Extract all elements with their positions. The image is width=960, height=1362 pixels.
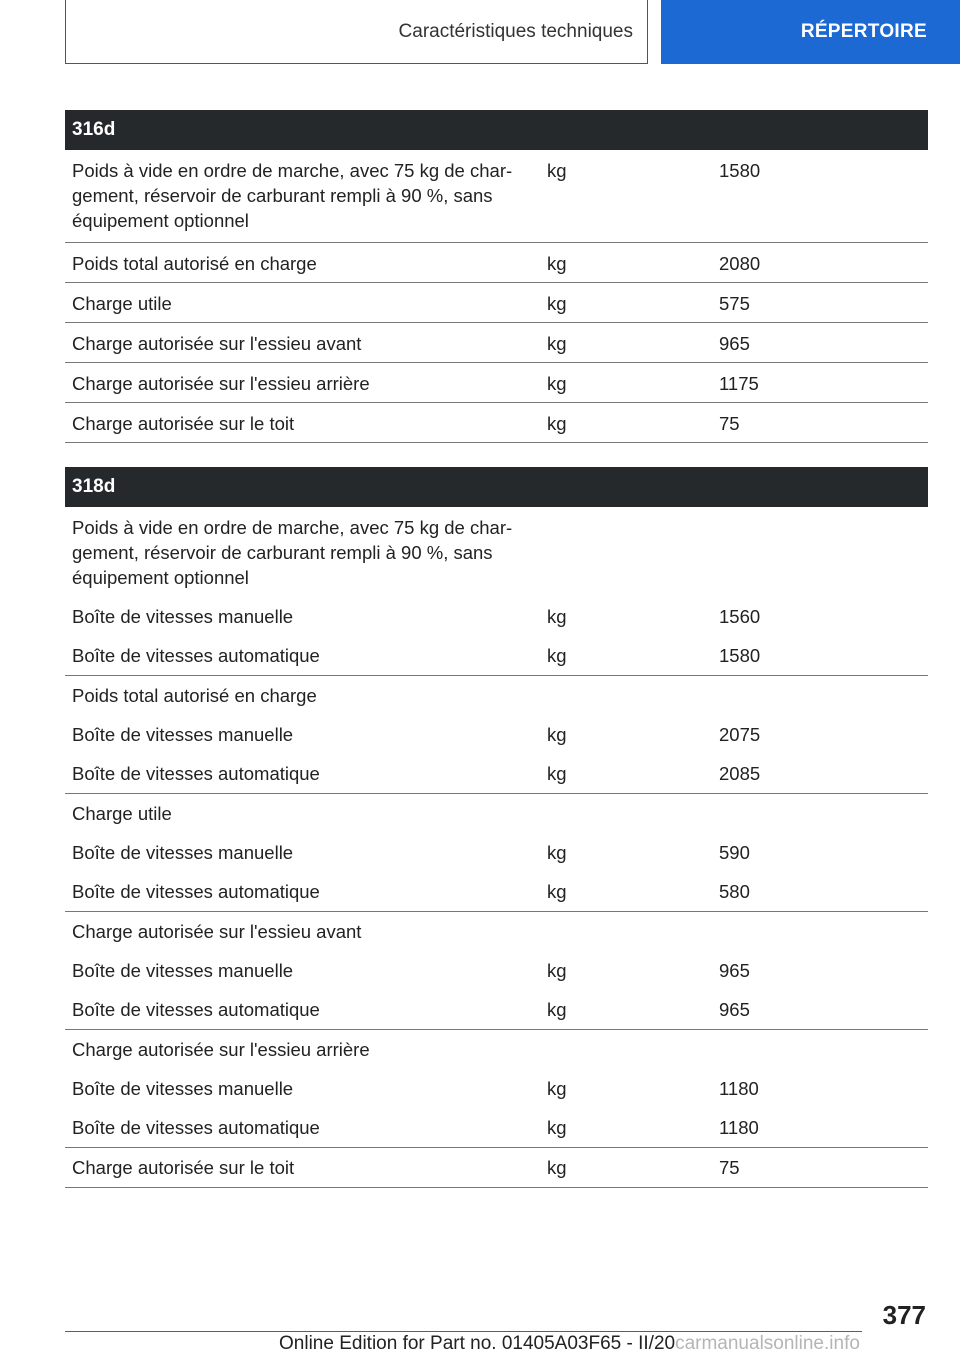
table-row bbox=[65, 794, 928, 833]
table-row bbox=[65, 1108, 928, 1148]
row-label: Charge utile bbox=[72, 293, 172, 314]
row-value: 75 bbox=[719, 1157, 740, 1178]
row-label: Poids à vide en ordre de marche, avec 75 kg de char-gement, réservoir de carburant rempli à 90 %, sans équipement optionnel bbox=[72, 517, 513, 588]
row-unit: kg bbox=[547, 999, 567, 1020]
row-label: Boîte de vitesses manuelle bbox=[72, 960, 294, 981]
row-label: Charge autorisée sur l'essieu arrière bbox=[72, 1039, 370, 1060]
row-value bbox=[712, 1037, 928, 1062]
row-label: Boîte de vitesses automatique bbox=[72, 1117, 320, 1138]
row-value: 965 bbox=[719, 333, 750, 354]
row-unit: kg bbox=[547, 763, 567, 784]
row-label: Charge autorisée sur l'essieu avant bbox=[72, 333, 362, 354]
row-unit: kg bbox=[547, 606, 567, 627]
row-unit bbox=[540, 1037, 712, 1062]
row-value: 1180 bbox=[719, 1078, 759, 1099]
edition-text: Online Edition for Part no. 01405A03F65 - II/20 bbox=[279, 1333, 676, 1354]
row-label: Boîte de vitesses manuelle bbox=[72, 1078, 294, 1099]
table-row bbox=[65, 754, 928, 794]
table-row bbox=[65, 1148, 928, 1188]
row-unit: kg bbox=[547, 645, 567, 666]
table-318d bbox=[65, 467, 928, 1188]
row-value: 1580 bbox=[719, 160, 761, 181]
row-unit: kg bbox=[547, 333, 567, 354]
row-value: 1175 bbox=[719, 373, 759, 394]
table-row bbox=[65, 507, 928, 597]
row-value: 1580 bbox=[719, 645, 761, 666]
row-label: Poids total autorisé en charge bbox=[72, 685, 317, 706]
table-row bbox=[65, 990, 928, 1030]
page-number: 377 bbox=[882, 1300, 926, 1330]
table-row bbox=[65, 403, 928, 443]
repertoire-label: RÉPERTOIRE bbox=[800, 21, 927, 42]
table-316d bbox=[65, 110, 928, 443]
table-row bbox=[65, 363, 928, 403]
row-label: Boîte de vitesses automatique bbox=[72, 763, 320, 784]
table-row bbox=[65, 912, 928, 951]
row-label: Charge utile bbox=[72, 803, 172, 824]
table-title: 318d bbox=[72, 476, 116, 497]
table-row bbox=[65, 323, 928, 363]
row-value: 965 bbox=[719, 999, 750, 1020]
row-unit: kg bbox=[547, 960, 567, 981]
table-row bbox=[65, 676, 928, 715]
table-row bbox=[65, 951, 928, 990]
row-unit: kg bbox=[547, 724, 567, 745]
row-label: Boîte de vitesses manuelle bbox=[72, 842, 294, 863]
row-label: Boîte de vitesses manuelle bbox=[72, 606, 294, 627]
table-row bbox=[65, 243, 928, 283]
row-value: 1560 bbox=[719, 606, 761, 627]
row-unit bbox=[540, 919, 712, 944]
row-label: Charge autorisée sur l'essieu avant bbox=[72, 921, 362, 942]
row-value: 575 bbox=[719, 293, 750, 314]
section-title: Caractéristiques techniques bbox=[398, 20, 633, 42]
row-unit: kg bbox=[547, 253, 567, 274]
row-label: Charge autorisée sur le toit bbox=[72, 413, 295, 434]
row-value: 2075 bbox=[719, 724, 761, 745]
footer-divider bbox=[65, 1331, 862, 1332]
table-header-316d bbox=[65, 110, 928, 150]
row-value: 590 bbox=[719, 842, 750, 863]
row-unit: kg bbox=[547, 842, 567, 863]
section-title-tab[interactable] bbox=[65, 0, 648, 64]
row-unit: kg bbox=[547, 373, 567, 394]
row-label: Poids total autorisé en charge bbox=[72, 253, 317, 274]
table-row bbox=[65, 150, 928, 243]
row-label: Charge autorisée sur l'essieu arrière bbox=[72, 373, 370, 394]
footer bbox=[279, 1333, 860, 1355]
row-unit bbox=[540, 683, 712, 708]
row-unit: kg bbox=[547, 1117, 567, 1138]
row-unit bbox=[540, 515, 712, 590]
row-unit: kg bbox=[547, 160, 567, 181]
row-label: Boîte de vitesses automatique bbox=[72, 999, 320, 1020]
table-title: 316d bbox=[72, 119, 116, 140]
row-value bbox=[712, 683, 928, 708]
row-unit: kg bbox=[547, 881, 567, 902]
row-value bbox=[712, 919, 928, 944]
table-header-318d bbox=[65, 467, 928, 507]
row-unit: kg bbox=[547, 1157, 567, 1178]
row-value: 2080 bbox=[719, 253, 761, 274]
table-row bbox=[65, 283, 928, 323]
row-label: Charge autorisée sur le toit bbox=[72, 1157, 295, 1178]
table-row bbox=[65, 833, 928, 872]
row-value: 2085 bbox=[719, 763, 761, 784]
row-value bbox=[712, 515, 928, 590]
watermark-text[interactable]: carmanualsonline.info bbox=[675, 1333, 860, 1354]
row-unit: kg bbox=[547, 293, 567, 314]
row-value: 1180 bbox=[719, 1117, 759, 1138]
row-value bbox=[712, 801, 928, 826]
row-label: Boîte de vitesses manuelle bbox=[72, 724, 294, 745]
row-value: 75 bbox=[719, 413, 740, 434]
row-unit bbox=[540, 801, 712, 826]
table-row bbox=[65, 1069, 928, 1108]
row-unit: kg bbox=[547, 413, 567, 434]
table-row bbox=[65, 1030, 928, 1069]
row-label: Boîte de vitesses automatique bbox=[72, 645, 320, 666]
row-label: Poids à vide en ordre de marche, avec 75 kg de char-gement, réservoir de carburant rempli à 90 %, sans équipement optionnel bbox=[72, 160, 513, 231]
table-row bbox=[65, 872, 928, 912]
row-value: 580 bbox=[719, 881, 750, 902]
table-row bbox=[65, 597, 928, 636]
repertoire-tab[interactable] bbox=[661, 0, 960, 64]
table-row bbox=[65, 715, 928, 754]
row-label: Boîte de vitesses automatique bbox=[72, 881, 320, 902]
row-value: 965 bbox=[719, 960, 750, 981]
table-row bbox=[65, 636, 928, 676]
row-unit: kg bbox=[547, 1078, 567, 1099]
